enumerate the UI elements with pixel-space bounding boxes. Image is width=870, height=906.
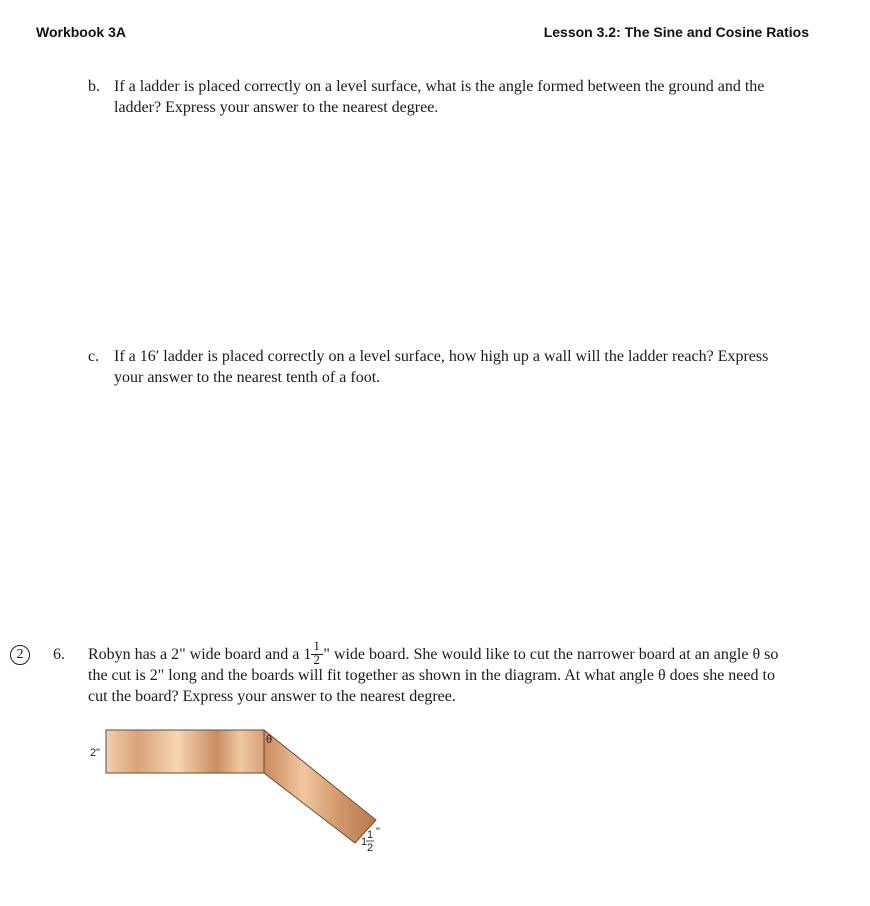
fraction-denominator: 2: [313, 652, 320, 667]
question-6: [88, 638, 788, 707]
question-b-label: b.: [88, 78, 100, 95]
question-6-text-before: Robyn has a 2" wide board and a 1: [88, 646, 312, 663]
question-c-text: If a 16′ ladder is placed correctly on a level surface, how high up a wall will the ladder reach? Express your answer to the nearest tenth of a foot.: [114, 348, 769, 386]
lesson-title: Lesson 3.2: The Sine and Cosine Ratios: [543, 24, 809, 40]
circled-marker: 2: [10, 645, 30, 665]
question-6-text-after: " wide board. She would like to cut the narrower board at an angle θ so the cut is 2" long and the boards will fit together as shown in the diagram. At what angle θ does she need to cut the board? Express your answer to the nearest degree.: [88, 646, 779, 705]
wide-board-label: 2": [90, 747, 101, 759]
question-b: [88, 76, 788, 118]
question-c: [88, 346, 788, 388]
narrow-board: [264, 730, 376, 843]
boards-diagram: [80, 725, 400, 885]
theta-label: θ: [266, 734, 273, 746]
question-c-label: c.: [88, 348, 100, 365]
wide-board: [106, 730, 264, 773]
question-6-number: 6.: [53, 646, 65, 663]
workbook-title: Workbook 3A: [36, 24, 126, 40]
narrow-unit: ": [376, 826, 380, 838]
question-b-text: If a ladder is placed correctly on a level surface, what is the angle formed between the ground and the ladder? Express your answer to the nearest degree.: [114, 78, 765, 116]
narrow-numerator: 1: [367, 829, 374, 841]
mixed-fraction: [311, 638, 323, 667]
narrow-denominator: 2: [367, 842, 374, 854]
narrow-whole: 1: [361, 836, 368, 848]
fraction-numerator: 1: [313, 638, 320, 653]
